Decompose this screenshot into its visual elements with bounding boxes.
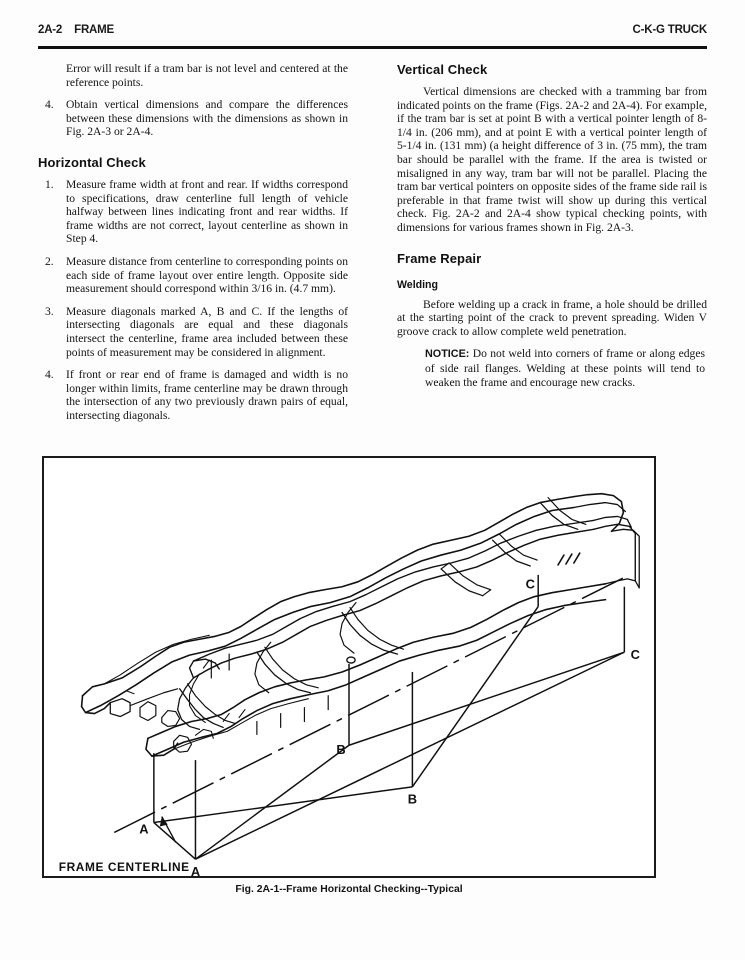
frame-centerline-label: FRAME CENTERLINE	[58, 860, 190, 875]
measurement-lines-group	[154, 575, 624, 859]
notice-text: Do not weld into corners of frame or along edges of side rail flanges. Welding at these points will tend to weaken the frame and encourage new cracks.	[425, 347, 705, 389]
body-columns	[38, 62, 707, 452]
list-item-text: Measure frame width at front and rear. If widths correspond to specifications, draw centerline full length of vehicle halfway between lines indicating front and rear widths. If frame widths are not correct, layout centerline as shown in Step 4.	[66, 177, 348, 246]
horizontal-check-heading: Horizontal Check	[38, 154, 146, 170]
notice-block	[425, 347, 705, 389]
base-line-rear	[349, 652, 624, 745]
callout-c-lower: C	[630, 647, 640, 663]
welding-body: Before welding up a crack in frame, a hole should be drilled at the starting point of the crack to prevent spreading. Widen V groove crack to allow complete weld penetration.	[397, 297, 707, 338]
callout-c-upper: C	[525, 576, 535, 592]
frame-illustration	[44, 458, 654, 876]
manual-title: C-K-G TRUCK	[632, 24, 707, 36]
notice-label: NOTICE:	[425, 348, 470, 361]
list-item-number: 4.	[45, 368, 54, 382]
list-item	[38, 178, 348, 246]
callout-a-left: A	[139, 821, 149, 837]
left-column	[38, 62, 348, 432]
section-title: FRAME	[74, 24, 115, 36]
continued-list	[38, 98, 348, 139]
figure-frame-horizontal-checking	[42, 456, 656, 878]
vertical-check-heading: Vertical Check	[397, 62, 488, 77]
diagonal-a-to-b	[195, 745, 349, 859]
list-item	[38, 368, 348, 422]
vertical-check-body: Vertical dimensions are checked with a tramming bar from indicated points on the frame (Figs. 2A-2 and 2A-4). For example, if the tram bar is set at point B with a vertical pointer length of 8-1/4 in. (206 mm), and at point E with a vertical pointer length of 5-1/4 in. (131 mm) (a height difference of 3 in. (75 mm), the tram bar should be parallel with the frame. If the area is twisted or misaligned in any way, tram bar will not be parallel. Placing the tram bar vertical pointers on opposite sides of the frame side rail is preferable in that frame twist will show up during this vertical check. Fig. 2A-2 and 2A-4 show typical checking points, with dimensions for various frames shown in Fig. 2A-3.	[397, 85, 707, 234]
list-item-number: 3.	[45, 304, 54, 318]
list-item-text: If front or rear end of frame is damaged and width is no longer within limits, frame centerline may be drawn through the intersection of any two previously drawn pairs of equal, intersecting diagonals.	[66, 368, 348, 422]
list-item-number: 1.	[45, 177, 54, 191]
list-item-text: Obtain vertical dimensions and compare the differences between these dimensions with the dimensions as shown in Fig. 2A-3 or 2A-4.	[66, 98, 348, 139]
running-head-left	[38, 24, 114, 36]
callout-b-right: B	[407, 791, 418, 807]
list-item-text: Measure diagonals marked A, B and C. If the lengths of intersecting diagonals are equal and these diagonals intersect the centerline, frame area included between these points of measurement may be considered in alignment.	[66, 304, 348, 359]
callout-b-left: B	[336, 742, 346, 758]
frame-rails-group	[82, 494, 640, 756]
header-rule	[38, 46, 707, 49]
diagonal-b-to-c	[412, 607, 538, 787]
list-item-number: 2.	[45, 254, 54, 268]
list-item	[38, 98, 348, 139]
list-item-text: Measure distance from centerline to corresponding points on each side of frame layout over entire length. Opposite side measurement should correspond within 3/16 in. (4.7 mm).	[66, 254, 348, 296]
welding-subheading: Welding	[397, 278, 438, 291]
callout-a-right: A	[190, 864, 201, 876]
running-head	[38, 24, 707, 46]
list-item	[38, 305, 348, 359]
page-number: 2A-2	[38, 24, 63, 36]
base-line-long	[195, 652, 624, 859]
right-column	[397, 62, 707, 398]
frame-repair-heading: Frame Repair	[397, 250, 482, 266]
continued-paragraph: Error will result if a tram bar is not level and centered at the reference points.	[66, 62, 348, 89]
list-item-number: 4.	[45, 98, 54, 112]
list-item	[38, 255, 348, 296]
horizontal-check-list	[38, 178, 348, 423]
figure-caption: Fig. 2A-1--Frame Horizontal Checking--Typical	[235, 884, 463, 895]
